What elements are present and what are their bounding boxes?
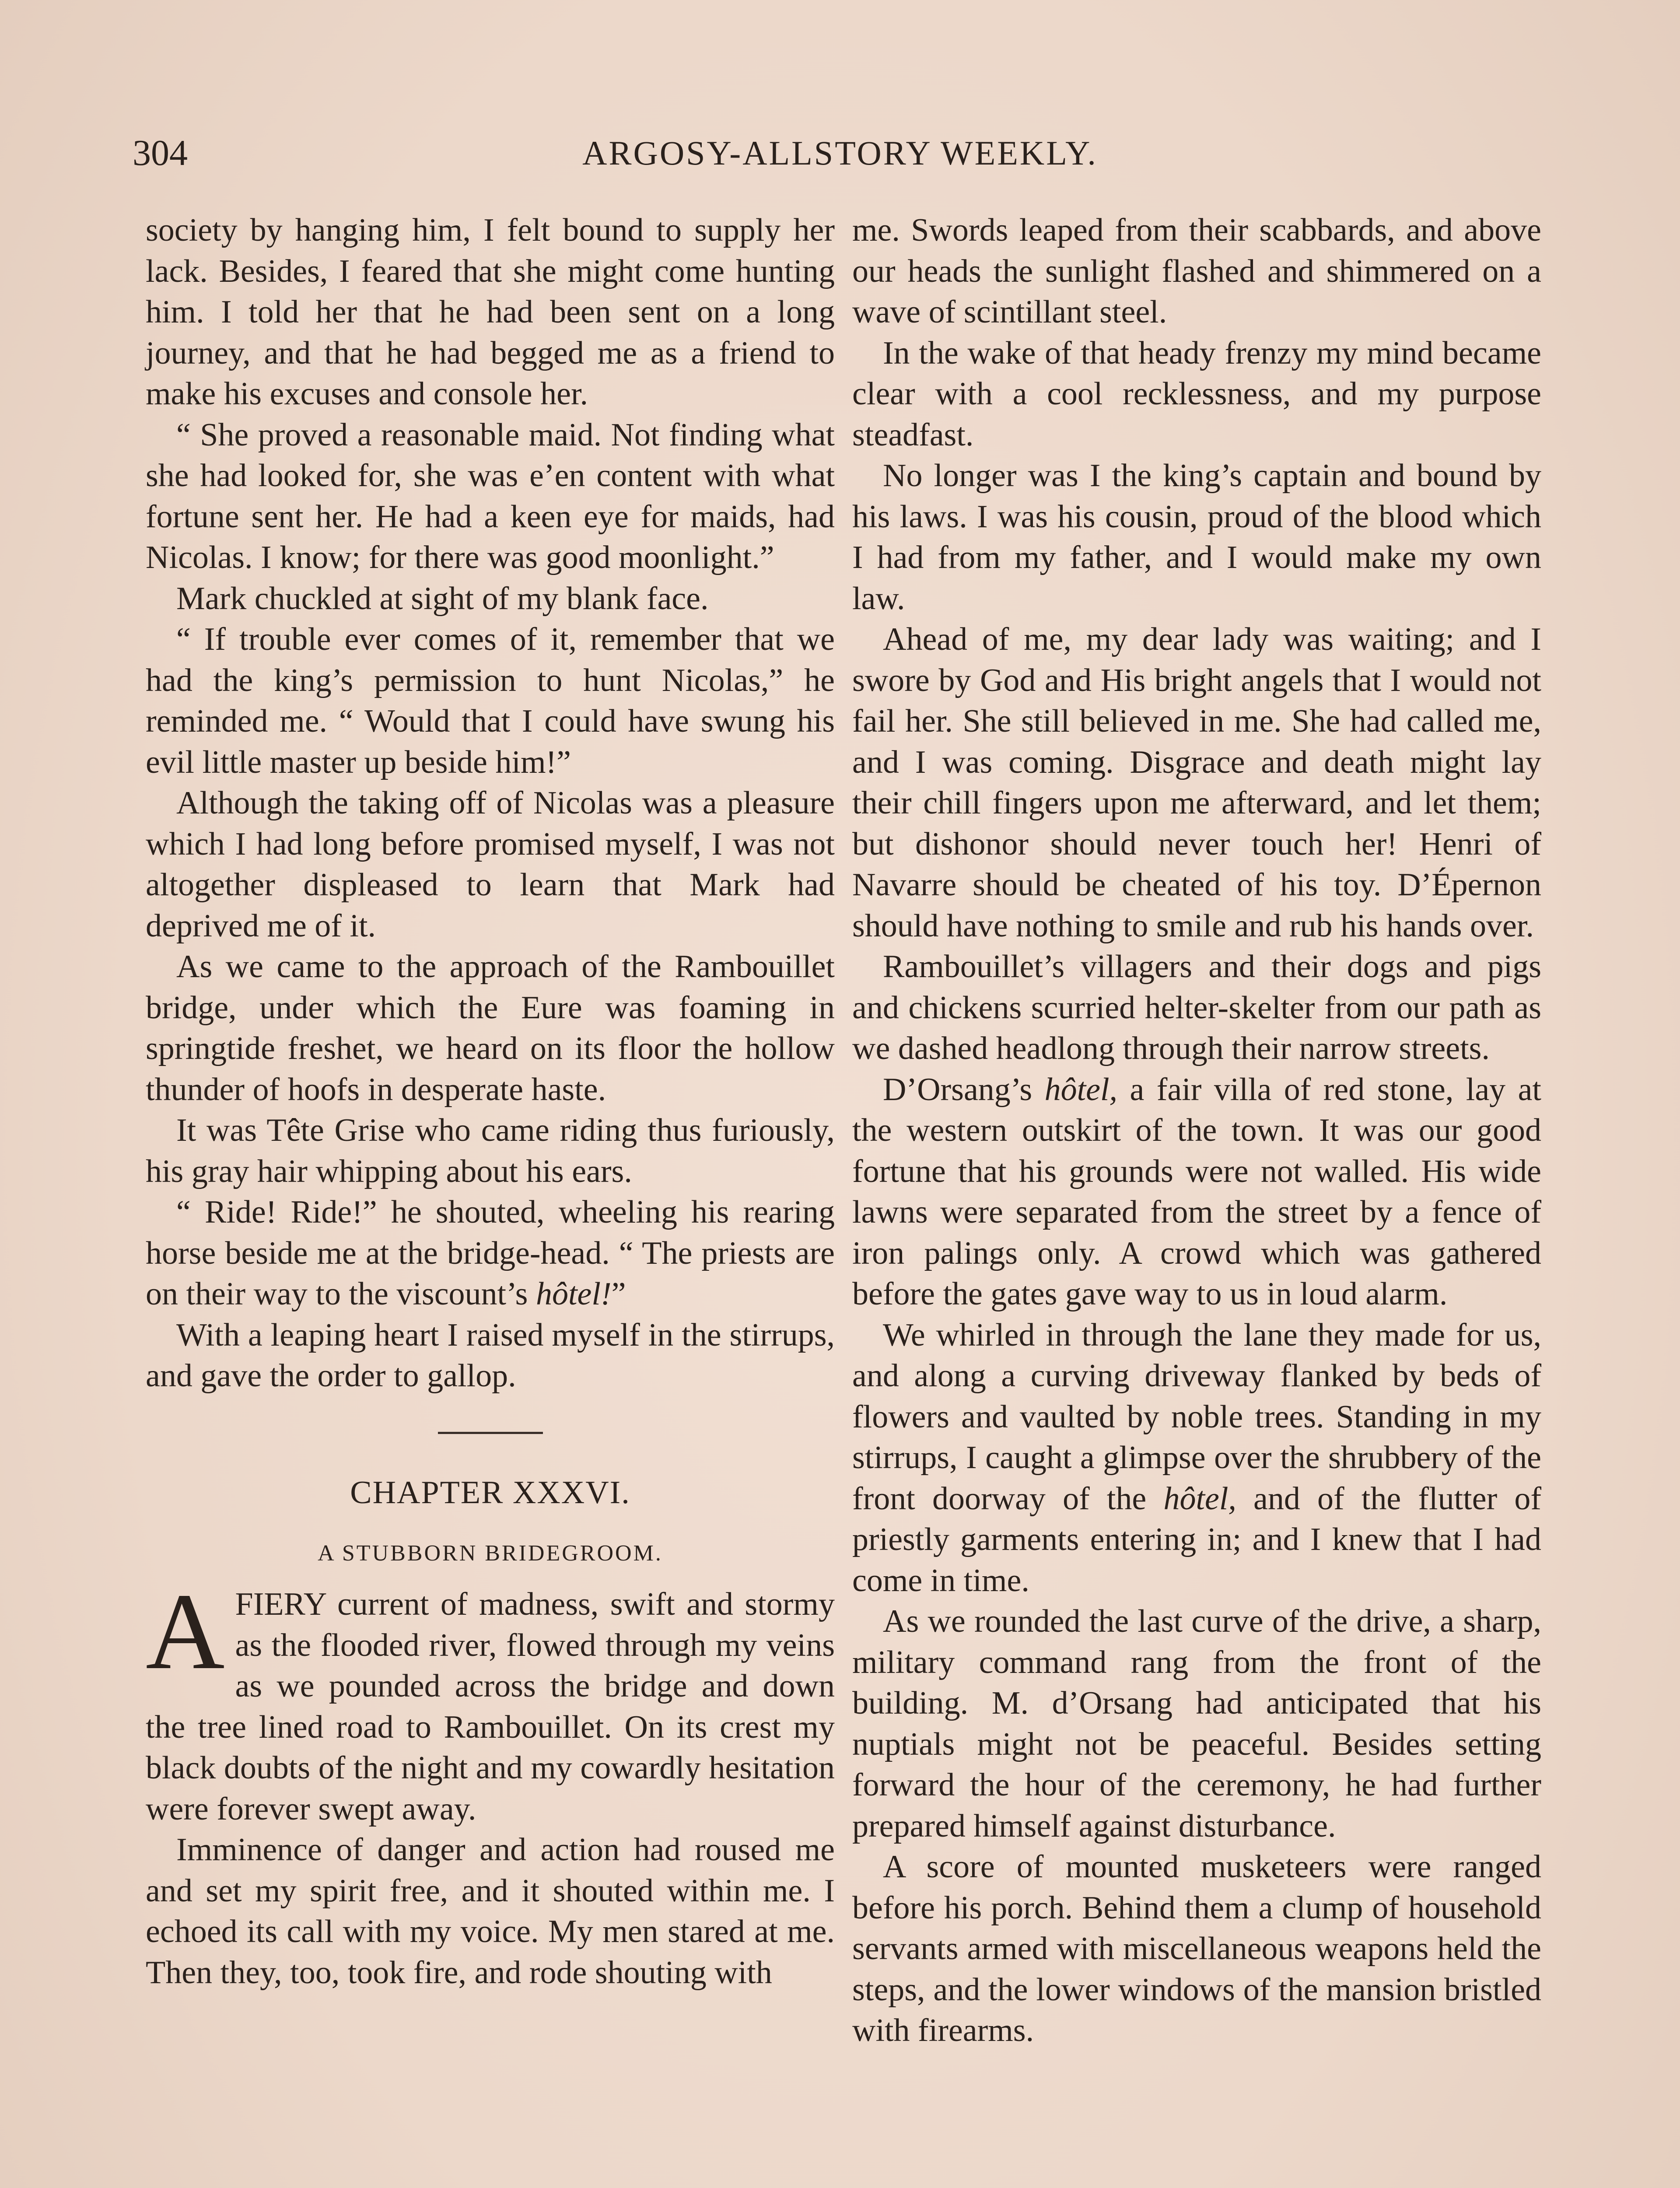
- page-number: 304: [133, 133, 188, 173]
- left-column: [146, 210, 835, 1993]
- paragraph: Ahead of me, my dear lady was waiting; and I swore by God and His bright angels that I would not fail her. She still believed in me. She had called me, and I was coming. Disgrace and death might lay their chill fingers upon me afterward, and let them; but dishonor should never touch her! Henri of Navarre should be cheated of his toy. D’Épernon should have nothing to smile and rub his hands over.: [852, 621, 1541, 944]
- italic-word: hôtel,: [1044, 1071, 1118, 1108]
- paragraph: With a leaping heart I raised myself in the stirrups, and gave the order to gallop.: [146, 1317, 835, 1394]
- paragraph-orsang: [852, 1069, 1541, 1315]
- paragraph: Imminence of danger and action had roused me and set my spirit free, and it shouted within me. I echoed its call with my voice. My men stared at me. Then they, too, took fire, and rode shouting with: [146, 1832, 835, 1991]
- right-column: [852, 210, 1541, 2051]
- paragraph: A score of mounted musketeers were ranged before his porch. Behind them a clump of household servants armed with miscellaneous weapons held the steps, and the lower windows of the mansion bristled with firearms.: [852, 1849, 1541, 2048]
- paragraph-ride: [146, 1192, 835, 1315]
- chapter-title: CHAPTER XXXVI.: [350, 1474, 630, 1511]
- text-run: We whirled in through the lane they made for us, and along a curving driveway flanked by beds of flowers and vaulted by noble trees. Standing in my stirrups, I caught a glimpse over the shrubbery of the front doorway of the: [852, 1317, 1541, 1517]
- paragraph: “ She proved a reasonable maid. Not finding what she had looked for, she was e’en content with what fortune sent her. He had a keen eye for maids, had Nicolas. I know; for there was good moonlight.”: [146, 417, 835, 575]
- paragraph: society by hanging him, I felt bound to supply her lack. Besides, I feared that she might come hunting him. I told her that he had been sent on a long journey, and that he had begged me as a friend to make his excuses and console her.: [146, 212, 835, 412]
- section-divider: [438, 1432, 543, 1434]
- italic-word: hôtel,: [1163, 1480, 1236, 1517]
- text-run: ”: [611, 1276, 626, 1312]
- paragraph: It was Tête Grise who came riding thus furiously, his gray hair whipping about his ears.: [146, 1112, 835, 1189]
- paragraph: No longer was I the king’s captain and bound by his laws. I was his cousin, proud of the blood which I had from my father, and I would make my own law.: [852, 458, 1541, 617]
- left-paragraphs-before: [146, 210, 835, 1192]
- text-run: “ Ride! Ride!” he shouted, wheeling his rearing horse beside me at the bridge-head. “ The priests are on their way to the viscount’s: [146, 1194, 835, 1312]
- paragraph: me. Swords leaped from their scabbards, and above our heads the sunlight flashed and shimmered on a wave of scintillant steel.: [852, 212, 1541, 330]
- paragraph: As we came to the approach of the Rambouillet bridge, under which the Eure was foaming in springtide freshet, we heard on its floor the hollow thunder of hoofs in desperate haste.: [146, 949, 835, 1108]
- text-run: a fair villa of red stone, lay at the western outskirt of the town. It was our good fortune that his grounds were not walled. His wide lawns were separated from the street by a fence of iron palings only. A crowd which was gathered before the gates gave way to us in loud alarm.: [852, 1071, 1541, 1312]
- chapter-subtitle: A STUBBORN BRIDEGROOM.: [318, 1541, 663, 1566]
- paragraph: Rambouillet’s villagers and their dogs and pigs and chickens scurried helter-skelter from our path as we dashed headlong through their narrow streets.: [852, 949, 1541, 1066]
- paragraph: As we rounded the last curve of the drive, a sharp, military command rang from the front of the building. M. d’Orsang had anticipated that his nuptials might not be peaceful. Besides setting forward the hour of the ceremony, he had further prepared himself against disturbance.: [852, 1603, 1541, 1844]
- paragraph-whirled: [852, 1315, 1541, 1602]
- drop-cap: A: [146, 1571, 225, 1692]
- text-run: D’Orsang’s: [883, 1071, 1045, 1108]
- paragraph: In the wake of that heady frenzy my mind became clear with a cool recklessness, and my purpose steadfast.: [852, 335, 1541, 453]
- left-paragraphs-after: [146, 1830, 835, 1993]
- paragraph: “ If trouble ever comes of it, remember that we had the king’s permission to hunt Nicolas,” he reminded me. “ Would that I could have swung his evil little master up beside him!”: [146, 621, 835, 780]
- italic-word: hôtel!: [536, 1276, 612, 1312]
- running-title: ARGOSY-ALLSTORY WEEKLY.: [582, 134, 1098, 172]
- text-run: FIERY current of madness, swift and stormy as the flooded river, flowed through my veins as we pounded across the bridge and down the tree lined road to Rambouillet. On its crest my black doubts of the night and my cowardly hesitation were forever swept away.: [146, 1586, 835, 1827]
- text-run: and of the flutter of priestly garments entering in; and I knew that I had come in time.: [852, 1480, 1542, 1599]
- right-paragraphs-after: [852, 1601, 1541, 2051]
- page-header: [0, 129, 1680, 177]
- paragraph: Although the taking off of Nicolas was a pleasure which I had long before promised myself, I was not altogether displeased to learn that Mark had deprived me of it.: [146, 785, 835, 944]
- right-paragraphs-before: [852, 210, 1541, 1069]
- chapter-opening-paragraph: [146, 1571, 835, 1830]
- paragraph: Mark chuckled at sight of my blank face.: [176, 580, 709, 617]
